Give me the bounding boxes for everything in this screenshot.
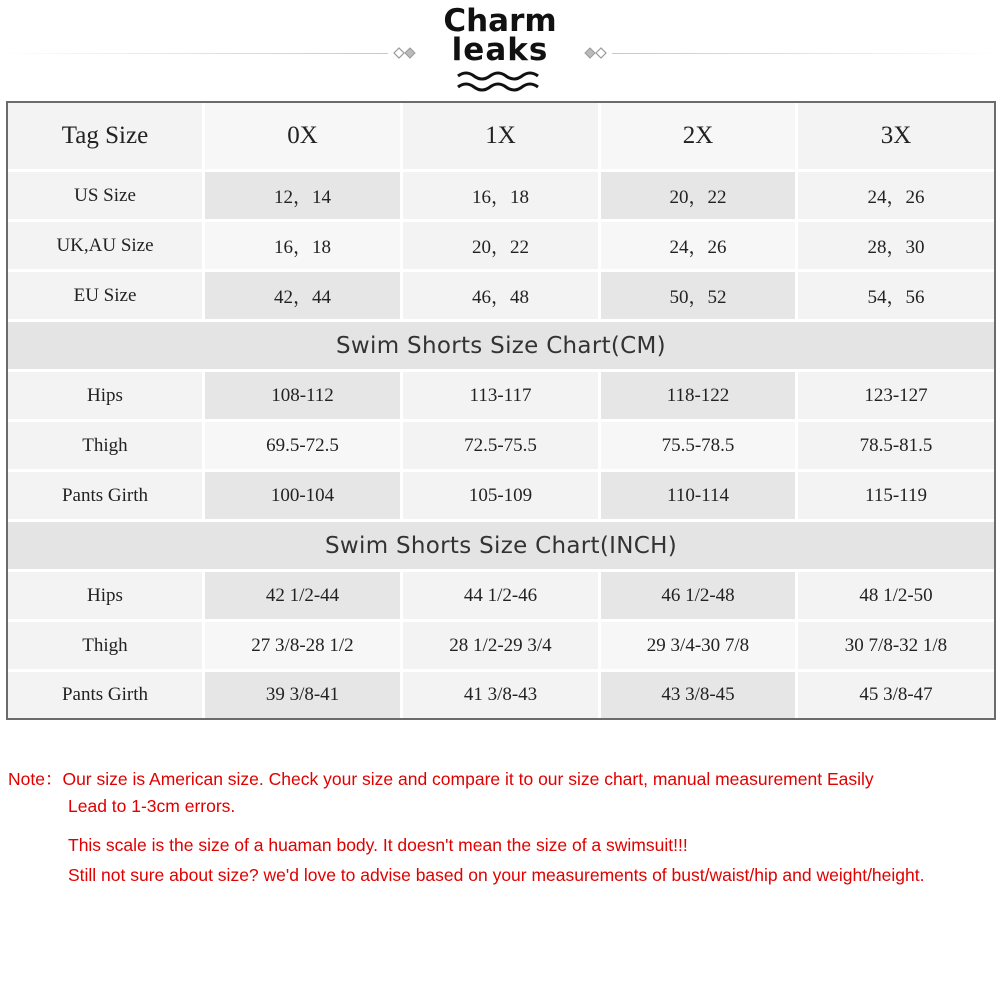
table-row [8,272,994,322]
table-cell: 46 1/2-48 [601,572,798,622]
table-cell: 105-109 [403,472,601,522]
header-cell: 2X [601,103,798,172]
row-label: EU Size [8,272,205,322]
wave-icon [456,70,546,94]
table-cell: 48 1/2-50 [798,572,994,622]
table-cell: 24，26 [798,172,994,222]
table-row [8,622,994,672]
note-line-3: This scale is the size of a huaman body. It doesn't mean the size of a swimsuit!!! [68,835,688,855]
section-title-row [8,522,994,572]
brand-logo [420,3,580,68]
diamond-icon [582,46,612,60]
table-row [8,172,994,222]
table-row [8,222,994,272]
diamond-icon [388,46,418,60]
table-cell: 118-122 [601,372,798,422]
table-cell: 113-117 [403,372,601,422]
table-cell: 54，56 [798,272,994,322]
logo-text-line1: Charm [443,3,557,39]
table-cell: 30 7/8-32 1/8 [798,622,994,672]
table-cell: 41 3/8-43 [403,672,601,718]
table-cell: 50，52 [601,272,798,322]
row-label: Hips [8,372,205,422]
table-cell: 28，30 [798,222,994,272]
table-cell: 69.5-72.5 [205,422,403,472]
table-cell: 16，18 [403,172,601,222]
table-cell: 43 3/8-45 [601,672,798,718]
row-label: US Size [8,172,205,222]
table-cell: 123-127 [798,372,994,422]
divider-line-right [612,53,1000,54]
note-line-1: Note：Our size is American size. Check your size and compare it to our size chart, manual measurement Easily [8,769,874,789]
header-cell: 1X [403,103,601,172]
note-line-2: Lead to 1-3cm errors. [68,796,236,816]
table-cell: 20，22 [601,172,798,222]
row-label: UK,AU Size [8,222,205,272]
table-cell: 42 1/2-44 [205,572,403,622]
table-row [8,572,994,622]
table-row [8,372,994,422]
row-label: Thigh [8,622,205,672]
table-row [8,672,994,718]
brand-header [0,0,1000,100]
table-cell: 100-104 [205,472,403,522]
header-cell: 0X [205,103,403,172]
table-row [8,422,994,472]
logo-text-line2: leaks [451,32,549,68]
section-title-row [8,322,994,372]
table-cell: 108-112 [205,372,403,422]
table-cell: 39 3/8-41 [205,672,403,718]
table-cell: 28 1/2-29 3/4 [403,622,601,672]
table-cell: 27 3/8-28 1/2 [205,622,403,672]
table-cell: 45 3/8-47 [798,672,994,718]
table-row [8,472,994,522]
header-cell: 3X [798,103,994,172]
section-title-inch: Swim Shorts Size Chart(INCH) [8,522,994,572]
table-cell: 44 1/2-46 [403,572,601,622]
table-cell: 16，18 [205,222,403,272]
row-label: Pants Girth [8,472,205,522]
table-cell: 110-114 [601,472,798,522]
table-cell: 78.5-81.5 [798,422,994,472]
table-cell: 12，14 [205,172,403,222]
divider-line-left [0,53,388,54]
row-label: Thigh [8,422,205,472]
table-cell: 115-119 [798,472,994,522]
table-cell: 46，48 [403,272,601,322]
table-cell: 72.5-75.5 [403,422,601,472]
row-label: Pants Girth [8,672,205,718]
row-label: Hips [8,572,205,622]
note-line-4: Still not sure about size? we'd love to advise based on your measurements of bust/waist/hip and weight/height. [68,865,925,885]
size-chart-table [6,101,996,720]
table-cell: 75.5-78.5 [601,422,798,472]
table-cell: 20，22 [403,222,601,272]
section-title-cm: Swim Shorts Size Chart(CM) [8,322,994,372]
table-header-row [8,103,994,172]
table-cell: 24，26 [601,222,798,272]
header-cell: Tag Size [8,103,205,172]
table-cell: 29 3/4-30 7/8 [601,622,798,672]
table-cell: 42，44 [205,272,403,322]
